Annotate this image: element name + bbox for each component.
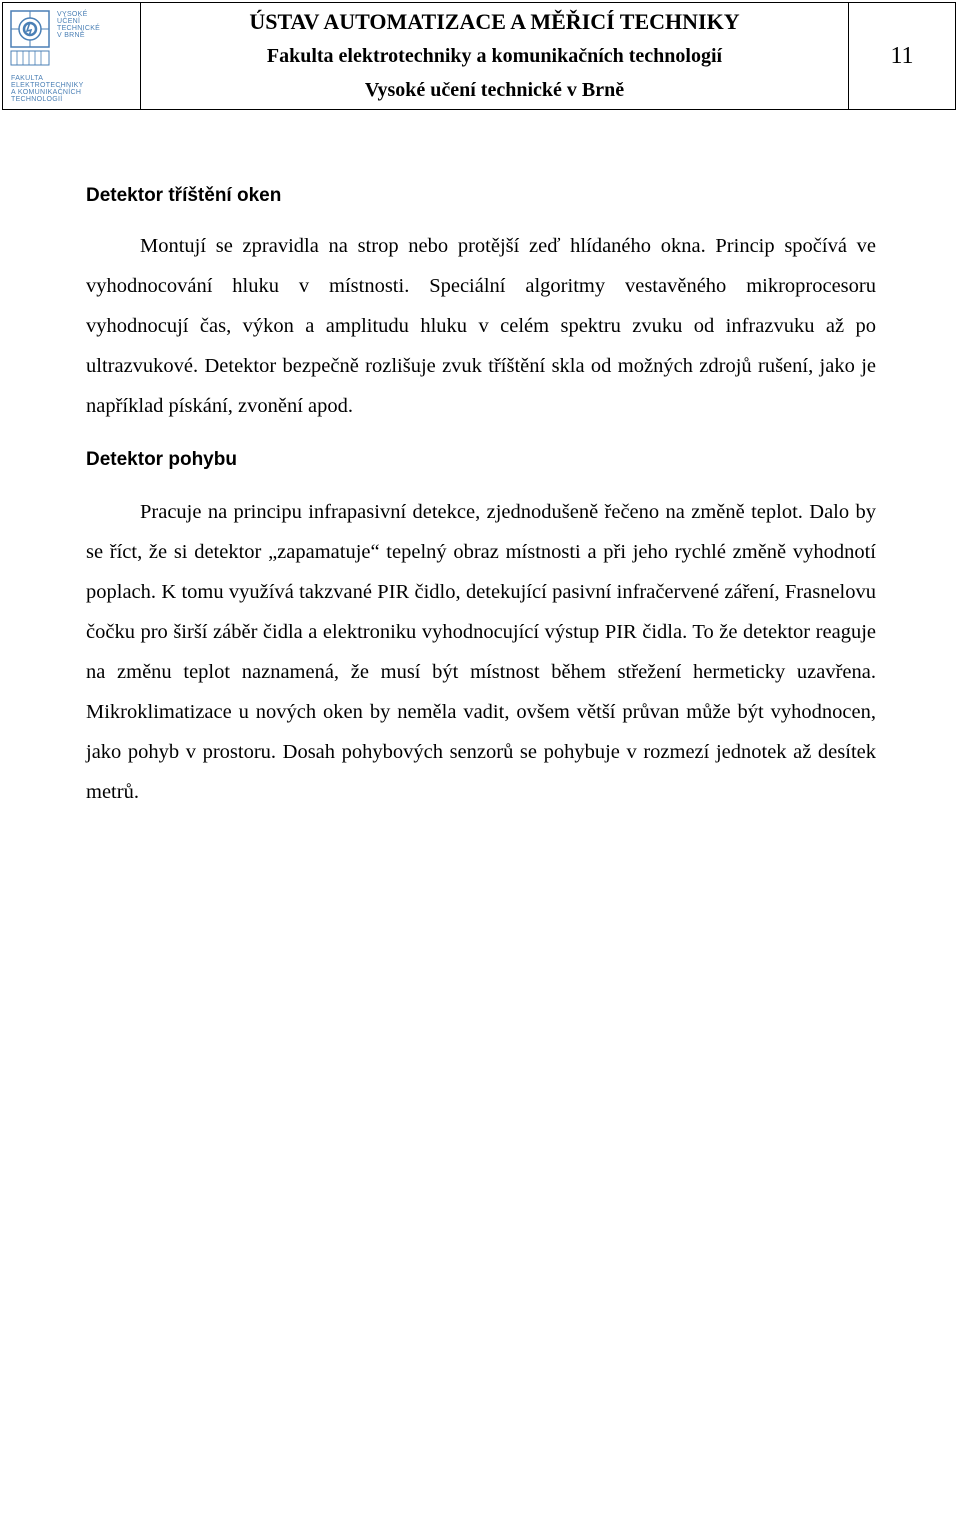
section-heading-glass-break: Detektor tříštění oken bbox=[86, 185, 282, 206]
page-body bbox=[86, 184, 876, 812]
logo-lower-text: FAKULTA ELEKTROTECHNIKY A KOMUNIKAČNÍCH TECHNOLOGIÍ bbox=[11, 75, 84, 103]
section-heading-motion: Detektor pohybu bbox=[86, 449, 237, 470]
institute-name: ÚSTAV AUTOMATIZACE A MĚŘICÍ TECHNIKY bbox=[249, 9, 740, 34]
faculty-name: Fakulta elektrotechniky a komunikačních technologií bbox=[266, 45, 723, 67]
section-text-glass-break: Montují se zpravidla na strop nebo protější zeď hlídaného okna. Princip spočívá ve vyhodnocování hluku v místnosti. Speciální algoritmy vestavěného mikroprocesoru vyhodnocují čas, výkon a amplitudu hluku v celém spektru zvuku od infrazvuku až po ultrazvukové. Detektor bezpečně rozlišuje zvuk tříštění skla od možných zdrojů rušení, jako je například pískání, zvonění apod. bbox=[86, 235, 876, 417]
page-header bbox=[2, 2, 956, 110]
header-titles bbox=[141, 3, 849, 109]
university-name: Vysoké učení technické v Brně bbox=[364, 79, 625, 101]
logo-upper-text: VYSOKÉ UČENÍ TECHNICKÉ V BRNĚ bbox=[57, 11, 101, 39]
section-text-motion: Pracuje na principu infrapasivní detekce, zjednodušeně řečeno na změně teplot. Dalo by se říct, že si detektor „zapamatuje“ tepelný obraz místnosti a při jeho rychlé změně vyhodnotí poplach. K tomu využívá takzvané PIR čidlo, detekující pasivní infračervené záření, Frasnelovu čočku pro širší záběr čidla a elektroniku vyhodnocující výstup PIR čidla. To že detektor reaguje na změnu teplot naznamená, že musí být místnost během střežení hermeticky uzavřena. Mikroklimatizace u nových oken by neměla vadit, ovšem větší průvan může být vyhodnocen, jako pohyb v prostoru. Dosah pohybových senzorů se pohybuje v rozmezí jednotek až desítek metrů. bbox=[86, 501, 876, 803]
faculty-logo bbox=[3, 3, 141, 109]
page-number: 11 bbox=[890, 42, 914, 69]
